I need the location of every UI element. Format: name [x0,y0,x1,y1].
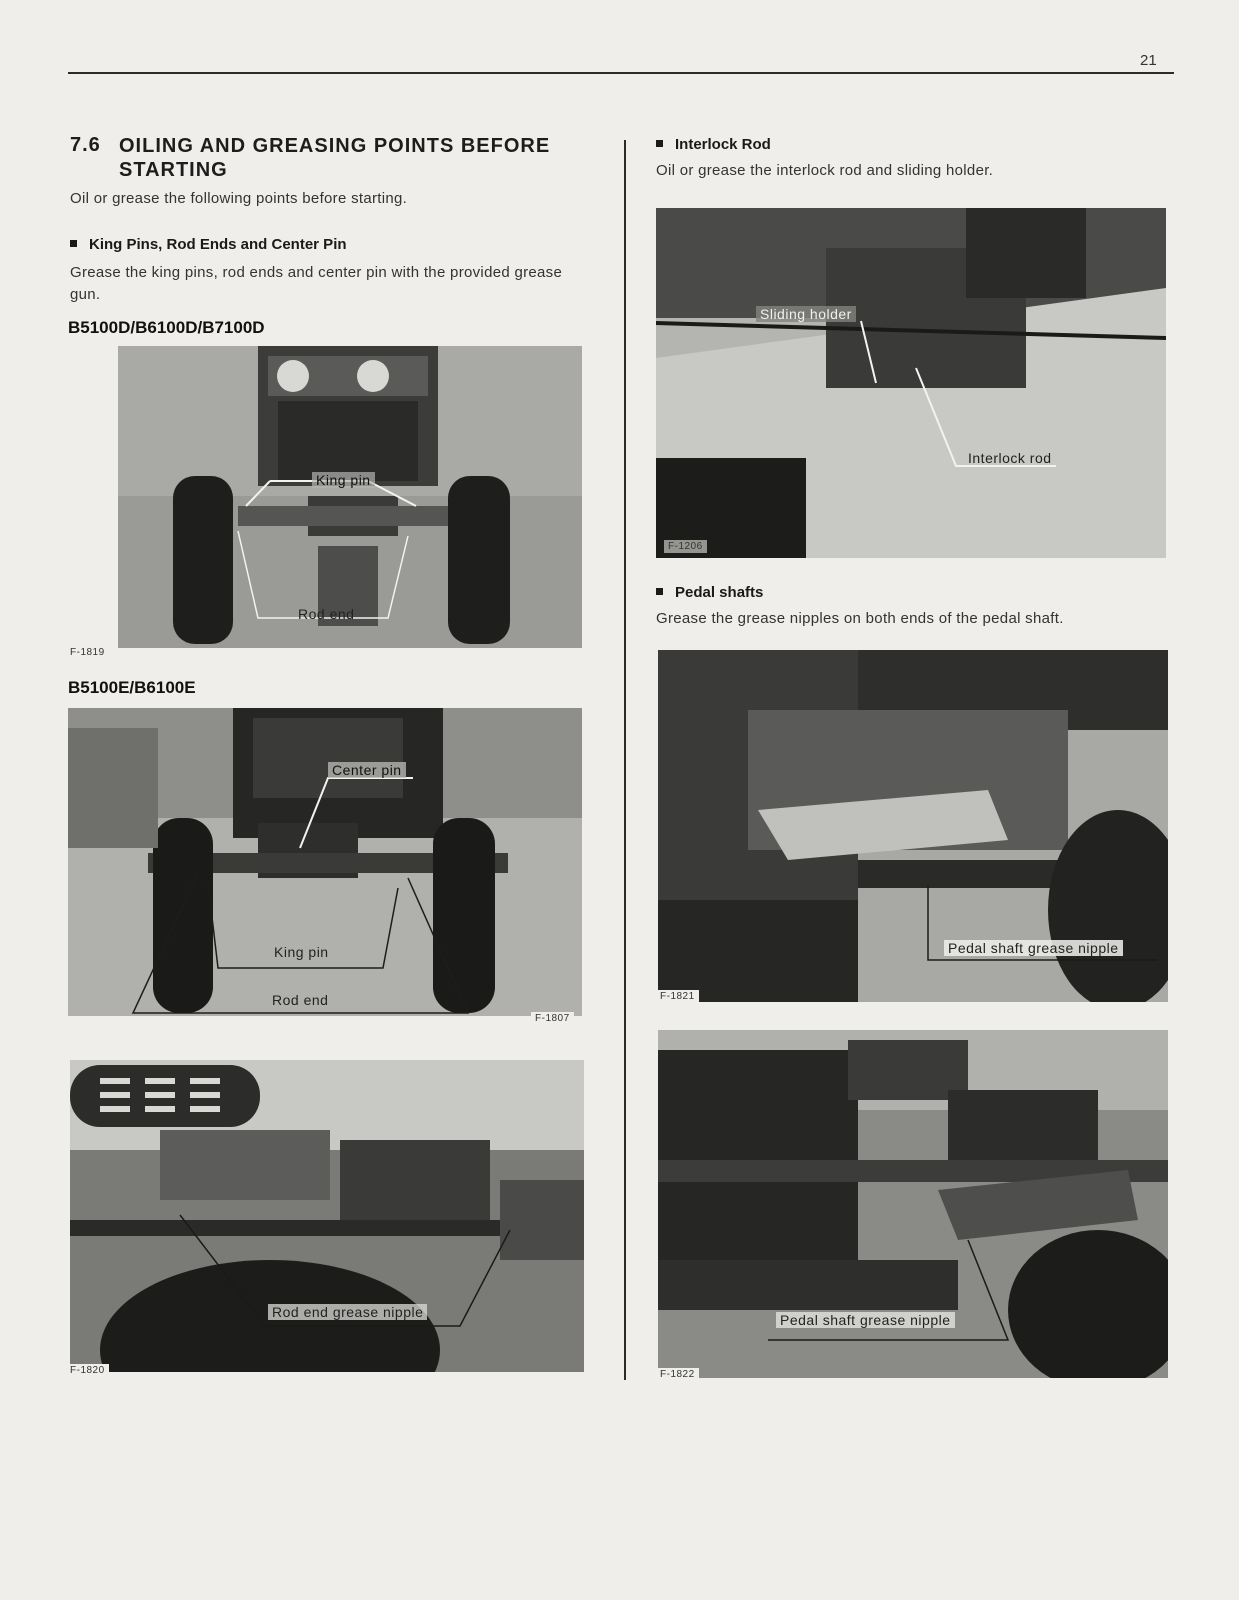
callout-sliding-holder: Sliding holder [756,306,856,322]
callout-rod-end-2: Rod end [272,992,329,1008]
callout-interlock-rod: Interlock rod [968,450,1052,466]
header-rule [68,72,1174,74]
callout-center-pin: Center pin [328,762,406,778]
callout-king-pin-1: King pin [312,472,375,488]
figure-id-f1819: F-1819 [66,646,109,659]
callout-rod-end-grease-nipple: Rod end grease nipple [268,1304,427,1320]
bullet-icon [656,140,663,147]
figure-3-leader-lines [70,1060,584,1372]
column-divider [624,140,626,1380]
model-label-e: B5100E/B6100E [68,678,196,697]
figure-4-leader-lines [656,208,1166,558]
callout-king-pin-2: King pin [274,944,329,960]
interlock-heading: Interlock Rod [656,136,771,153]
bullet-icon [656,588,663,595]
figure-id-f1206: F-1206 [664,540,707,553]
figure-id-f1822: F-1822 [656,1368,699,1381]
king-pins-heading: King Pins, Rod Ends and Center Pin [70,236,347,253]
pedal-heading: Pedal shafts [656,584,763,601]
section-number: 7.6 [70,134,101,156]
figure-id-f1807: F-1807 [531,1012,574,1025]
section-intro: Oil or grease the following points before starting. [70,190,408,207]
pedal-text: Grease the grease nipples on both ends of the pedal shaft. [656,610,1064,627]
figure-1-leader-lines [118,346,582,648]
page-number: 21 [1140,52,1157,69]
callout-rod-end-1: Rod end [298,606,355,622]
callout-pedal-shaft-nipple-2: Pedal shaft grease nipple [776,1312,955,1328]
bullet-icon [70,240,77,247]
figure-id-f1820: F-1820 [66,1364,109,1377]
section-title: OILING AND GREASING POINTS BEFORE STARTING [119,135,551,181]
king-pins-text: Grease the king pins, rod ends and center pin with the provided grease gun. [70,264,563,303]
figure-2-leader-lines [68,708,582,1016]
interlock-text: Oil or grease the interlock rod and sliding holder. [656,162,994,179]
figure-id-f1821: F-1821 [656,990,699,1003]
model-label-d: B5100D/B6100D/B7100D [68,318,265,337]
callout-pedal-shaft-nipple-1: Pedal shaft grease nipple [944,940,1123,956]
